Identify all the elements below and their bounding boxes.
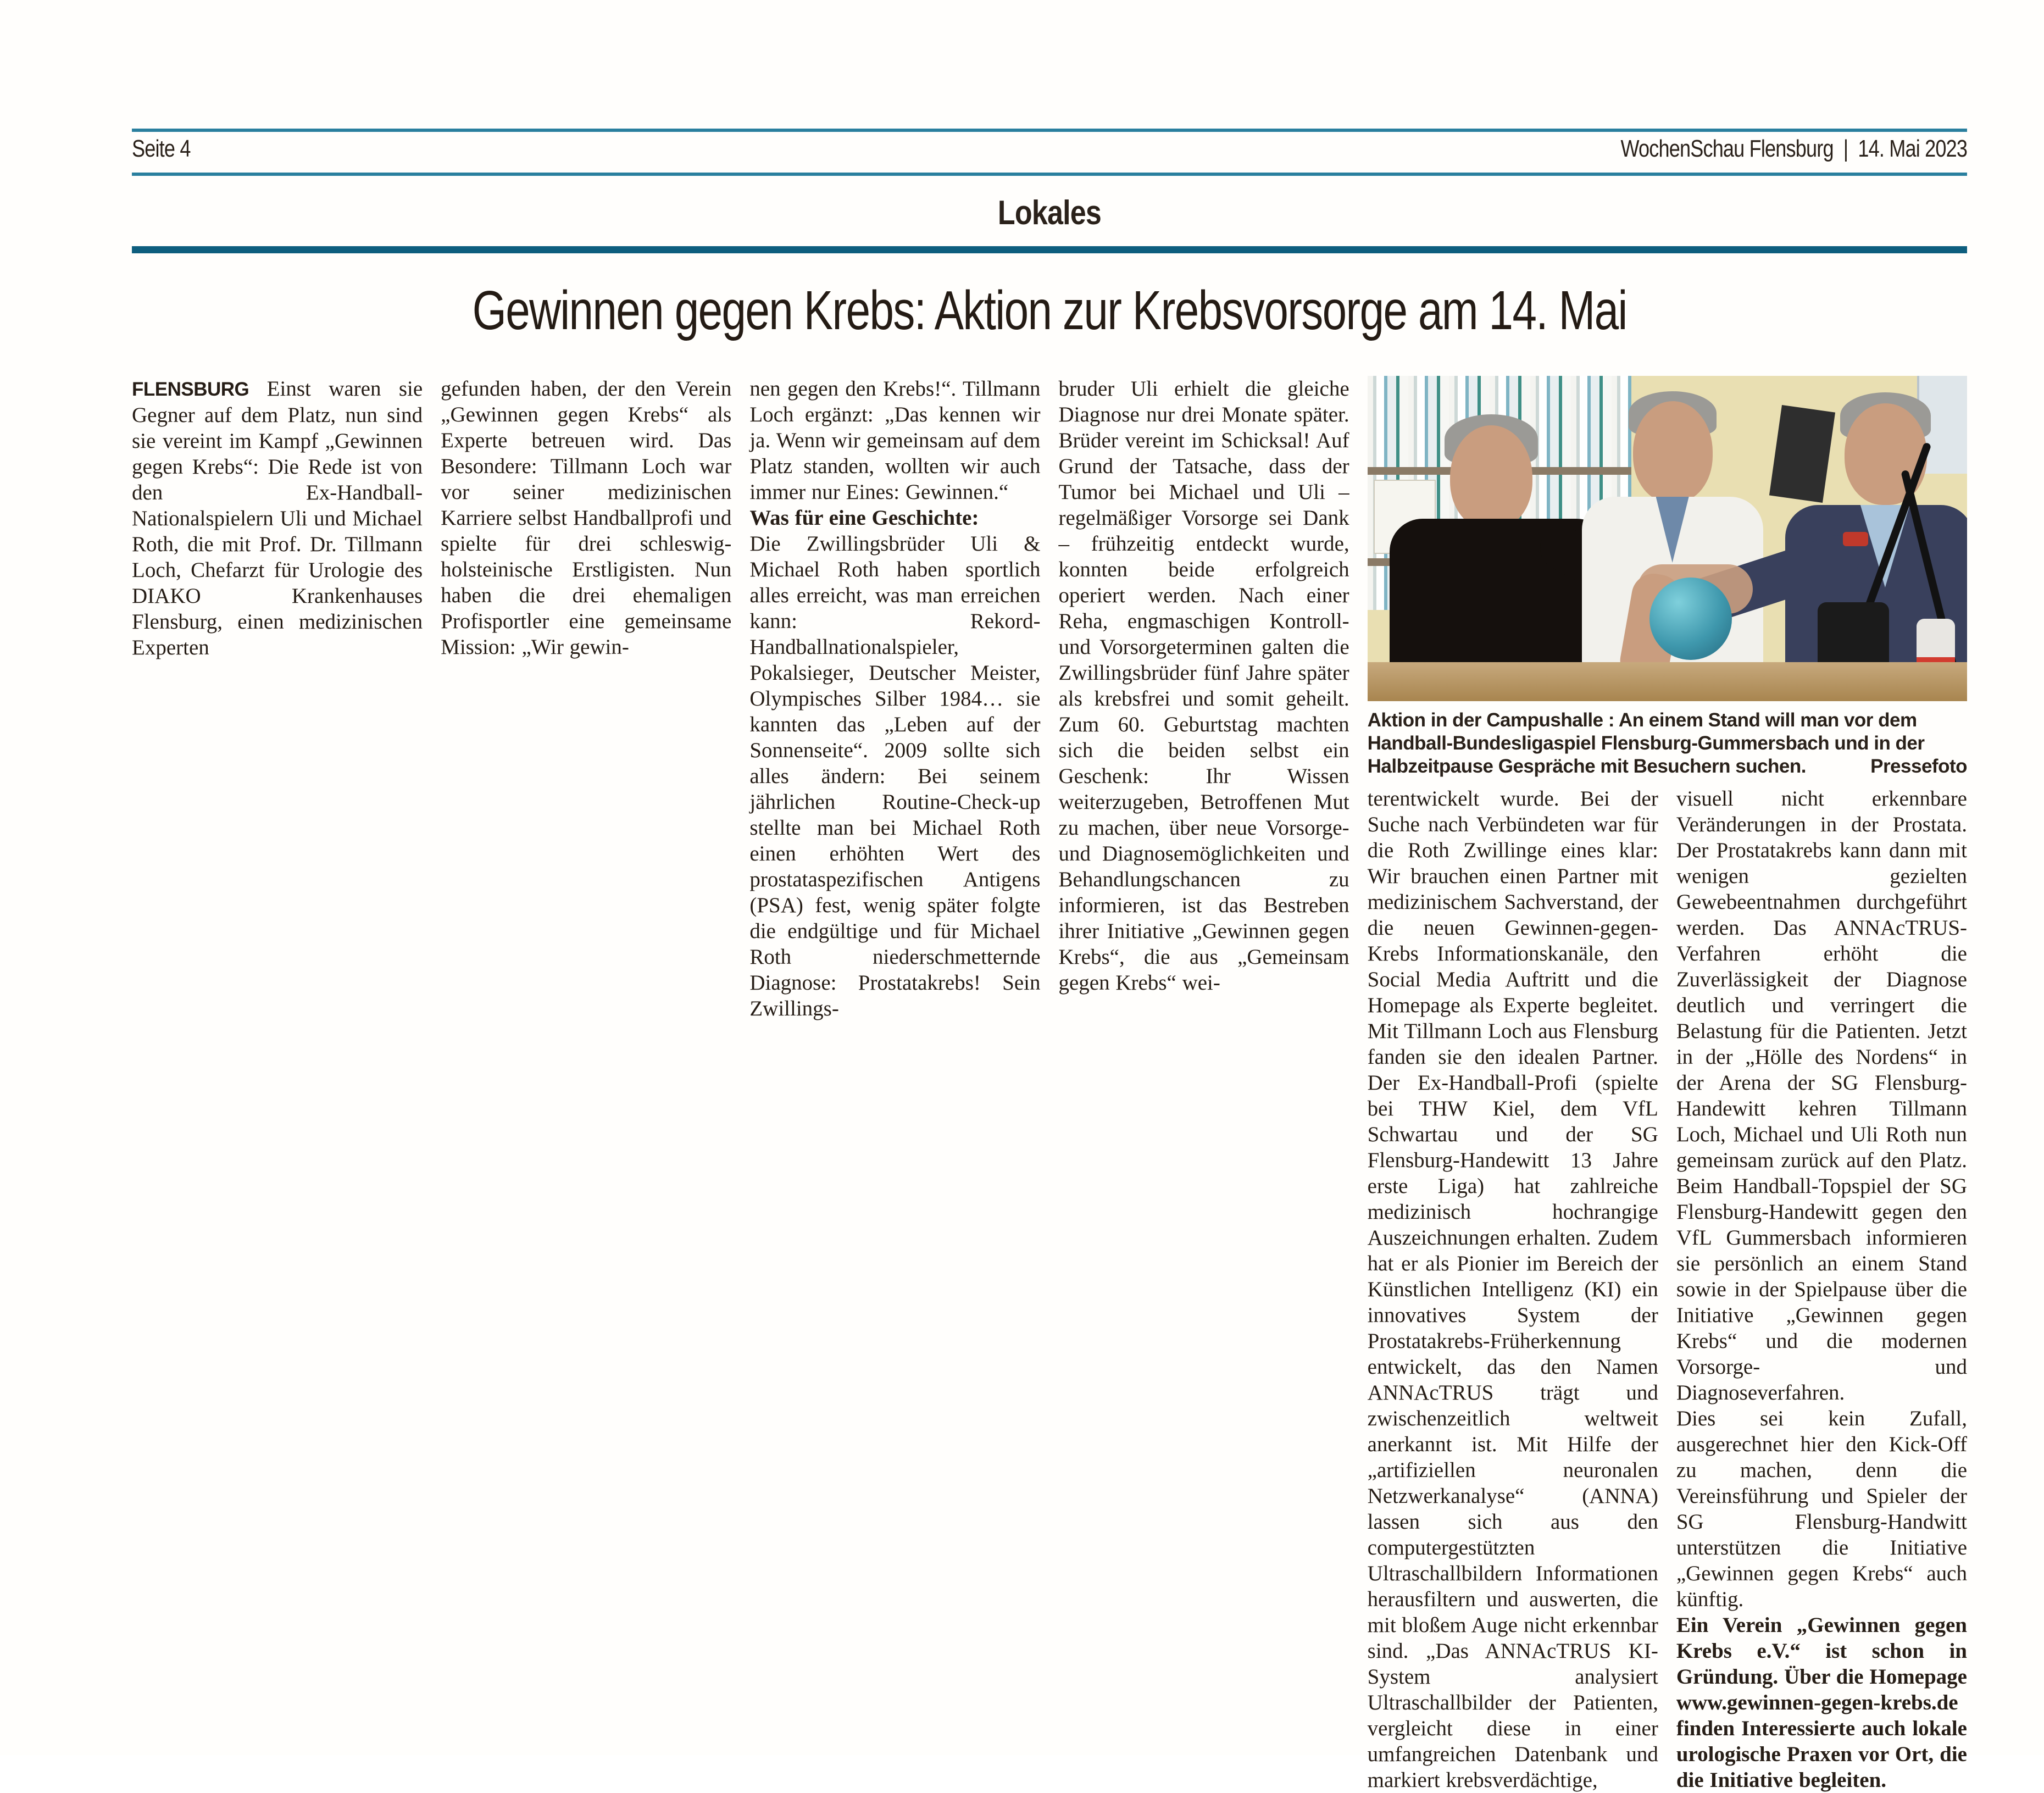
caption-text: Aktion in der Campushalle : An einem Stand will man vor dem Handball-Bundesligaspiel Flensburg-Gummersbach und in der Halbzeitpause Gespräche mit Besuchern suchen. bbox=[1367, 709, 1925, 777]
microphone-clip bbox=[1843, 532, 1868, 546]
article-headline: Gewinnen gegen Krebs: Aktion zur Krebsvorsorge am 14. Mai bbox=[472, 280, 1627, 341]
header-rule-top bbox=[132, 129, 1967, 132]
caption-lower-columns bbox=[1368, 786, 1967, 1793]
article-paragraph: Die Zwillingsbrüder Uli & Michael Roth haben sportlich alles erreicht, was man erreichen kann: Rekord-Handballnationalspieler, Pokalsieger, Deutscher Meister, Olympisches Silber 1984… sie kannten das „Leben auf der Sonnenseite“. 2009 sollte sich alles ändern: Bei seinem jährlichen Routine-Check-up stellte man bei Michael Roth einen erhöhten Wert des prostataspezifischen Antigens (PSA) fest, wenig später folgte die endgültige und für Michael Roth niederschmetternde Diagnose: Prostatakrebs! Sein Zwillings- bbox=[749, 532, 1041, 1020]
article-subhead: Was für eine Geschichte: bbox=[749, 506, 979, 530]
wooden-table bbox=[1368, 662, 1967, 701]
photo-and-text-block bbox=[1368, 376, 1967, 1793]
article-body bbox=[132, 376, 1967, 1793]
masthead-date bbox=[1620, 135, 1967, 163]
masthead-title: WochenSchau Flensburg bbox=[1620, 135, 1834, 162]
photo-caption bbox=[1368, 709, 1967, 778]
photo-credit: Pressefoto bbox=[1870, 756, 1967, 777]
article-column-2 bbox=[441, 376, 731, 660]
article-paragraph: bruder Uli erhielt die gleiche Diagnose nur drei Monate später. Brüder vereint im Schicksal! Auf Grund der Tatsache, dass der Tumor bei Michael und Uli – regelmäßiger Vorsorge sei Dank – frühzeitig entdeckt wurde, konnten beide erfolgreich operiert werden. Nach einer Reha, engmaschigen Kontroll- und Vorsorgeterminen galten die Zwillingsbrüder fünf Jahre später als krebsfrei und somit geheilt. Zum 60. Geburtstag machten sich die beiden selbst ein Geschenk: Ihr Wissen weiterzugeben, Betroffenen Mut zu machen, über neue Vorsorge- und Diagnosemöglichkeiten und Behandlungschancen zu informieren, ist das Bestreben ihrer Initiative „Gewinnen gegen Krebs“, die aus „Gemeinsam gegen Krebs“ wei- bbox=[1058, 377, 1349, 995]
article-paragraph: Dies sei kein Zufall, ausgerechnet hier den Kick-Off zu machen, denn die Vereinsführung und Spieler der SG Flensburg-Handwitt unterstützen die Initiative „Gewinnen gegen Krebs“ auch künftig. bbox=[1676, 1407, 1967, 1611]
article-photo bbox=[1368, 376, 1967, 701]
article-column-3 bbox=[749, 376, 1040, 1022]
dateline: FLENSBURG bbox=[132, 379, 249, 400]
header-separator: | bbox=[1843, 135, 1848, 162]
handball bbox=[1649, 578, 1732, 660]
page-number: Seite 4 bbox=[132, 135, 191, 162]
face bbox=[1633, 401, 1713, 503]
article-column-5 bbox=[1368, 786, 1658, 1793]
shirt bbox=[1656, 497, 1689, 563]
article-column-1 bbox=[132, 376, 423, 660]
article-paragraph: nen gegen den Krebs!“. Tillmann Loch ergänzt: „Das kennen wir ja. Wenn wir gemeinsam auf dem Platz standen, wollten wir auch immer nur Eines: Gewinnen.“ bbox=[749, 377, 1041, 504]
header-rule-bottom bbox=[132, 173, 1967, 176]
article-column-4 bbox=[1059, 376, 1349, 996]
article-column-6 bbox=[1676, 786, 1967, 1793]
wall-panel bbox=[1769, 405, 1835, 503]
paragraph-text: Einst waren sie Gegner auf dem Platz, nun sind sie vereint im Kampf „Gewinnen gegen Krebs“: Die Rede ist von den Ex-Handball-Nationalspielern Uli und Michael Roth, die mit Prof. Dr. Tillmann Loch, Chefarzt für Urologie des DIAKO Krankenhauses Flensburg, einen medizinischen Experten bbox=[132, 377, 423, 659]
face bbox=[1450, 425, 1532, 530]
article-paragraph-bold: Ein Verein „Gewinnen gegen Krebs e.V.“ ist schon in Gründung. Über die Homepage www.gewinnen-gegen-krebs.de finden Interessierte auch lokale urologische Praxen vor Ort, die die Initiative begleiten. bbox=[1676, 1613, 1967, 1792]
section-title: Lokales bbox=[997, 194, 1102, 232]
article-paragraph: gefunden haben, der den Verein „Gewinnen gegen Krebs“ als Experte betreuen wird. Das Besondere: Tillmann Loch war vor seiner medizinischen Karriere selbst Handballprofi und spielte für drei schleswig- holsteinische Erstligisten. Nun haben die drei ehemaligen Profisportler eine gemeinsame Mission: „Wir gewin- bbox=[441, 377, 732, 659]
article-paragraph: terentwickelt wurde. Bei der Suche nach Verbündeten war für die Roth Zwillinge eines klar: Wir brauchen einen Partner mit medizinischem Sachverstand, der die neuen Gewinnen-gegen-Krebs Informationskanäle, den Social Media Auftritt und die Homepage als Experte begleitet. Mit Tillmann Loch aus Flensburg fanden sie den idealen Partner. Der Ex-Handball-Profi (spielte bei THW Kiel, dem VfL Schwartau und der SG Flensburg-Handewitt 13 Jahre erste Liga) hat zahlreiche medizinisch hochrangige Auszeichnungen erhalten. Zudem hat er als Pionier im Bereich der Künstlichen Intelligenz (KI) ein innovatives System der Prostatakrebs-Früherkennung entwickelt, das den Namen ANNAcTRUS trägt und zwischenzeitlich weltweit anerkannt ist. Mit Hilfe der „artifiziellen neuronalen Netzwerkanalyse“ (ANNA) lassen sich aus den computergestützten Ultraschallbildern Informationen herausfiltern und auswerten, die mit bloßem Auge nicht erkennbar sind. „Das ANNAcTRUS KI-System analysiert Ultraschallbilder der Patienten, vergleicht diese in einer umfangreichen Datenbank und markiert krebsverdächtige, bbox=[1367, 787, 1658, 1792]
article-paragraph: visuell nicht erkennbare Veränderungen in der Prostata. Der Prostatakrebs kann dann mit wenigen gezielten Gewebeentnahmen durchgeführt werden. Das ANNAcTRUS-Verfahren erhöht die Zuverlässigkeit der Diagnose deutlich und verringert die Belastung für die Patienten. Jetzt in der „Hölle des Nordens“ in der Arena der SG Flensburg-Handewitt kehren Tillmann Loch, Michael und Uli Roth nun gemeinsam zurück auf den Platz. Beim Handball-Topspiel der SG Flensburg-Handewitt gegen den VfL Gummersbach informieren sie persönlich an einem Stand sowie in der Spielpause über die Initiative „Gewinnen gegen Krebs“ und die modernen Vorsorge- und Diagnoseverfahren. bbox=[1676, 787, 1967, 1405]
article-paragraph bbox=[132, 376, 423, 660]
page-header bbox=[132, 135, 1967, 170]
section-rule bbox=[132, 246, 1967, 253]
issue-date: 14. Mai 2023 bbox=[1858, 135, 1967, 162]
